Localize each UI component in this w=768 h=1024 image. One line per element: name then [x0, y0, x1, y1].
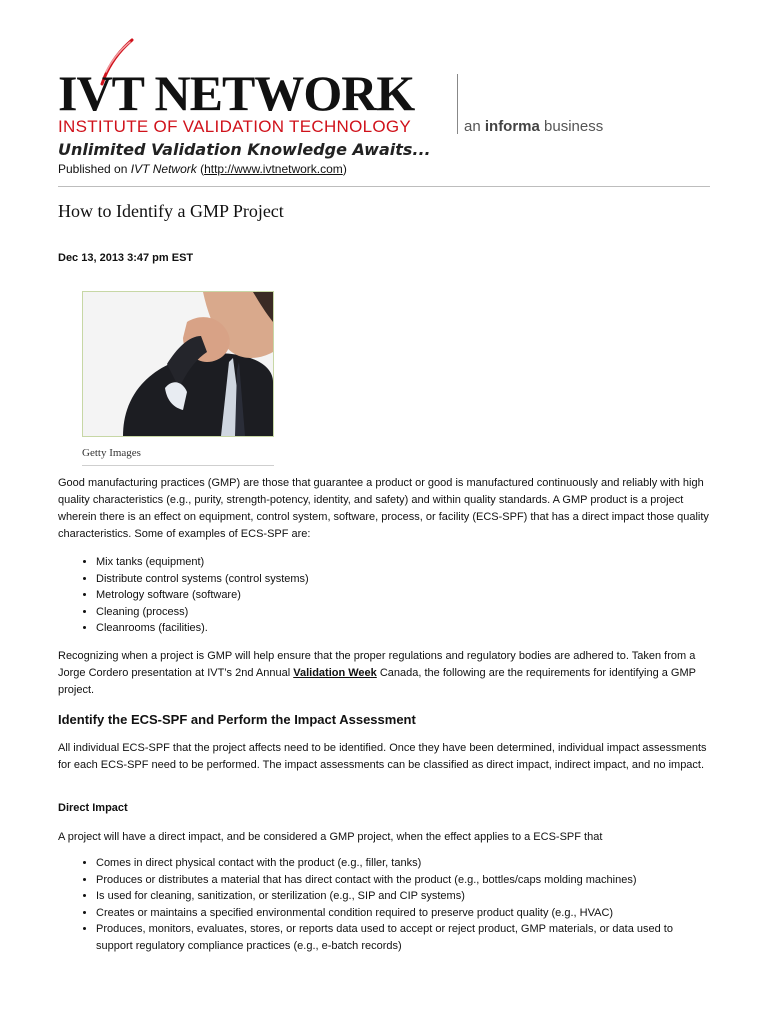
list-item: • Cleaning (process)	[96, 604, 710, 621]
validation-week-link[interactable]: Validation Week	[293, 667, 377, 679]
published-close: )	[342, 162, 347, 176]
published-site: IVT Network	[130, 162, 197, 176]
recognizing-paragraph	[58, 648, 710, 699]
header-divider	[58, 186, 710, 187]
direct-impact-paragraph: A project will have a direct impact, and be considered a GMP project, when the effect applies to a ECS-SPF that	[58, 831, 603, 843]
informa-business-mark	[464, 118, 603, 135]
section-paragraph: All individual ECS-SPF that the project affects need to be identified. Once they have been determined, individual impact assessments for each ECS-SPF need to be performed. The impact assessments can be classified as direct impact, indirect impact, and no impact.	[58, 742, 707, 771]
recognizing-text-post: Canada, the following are the requirements for identifying a GMP project.	[58, 667, 696, 696]
tagline: Unlimited Validation Knowledge Awaits...	[58, 140, 431, 159]
informa-prefix: an	[464, 118, 485, 135]
direct-impact-heading: Direct Impact	[58, 802, 128, 814]
ivt-network-logo[interactable]	[58, 38, 458, 138]
logo-divider	[457, 74, 458, 134]
published-open: (	[196, 162, 205, 176]
list-item: • Metrology software (software)	[96, 587, 710, 604]
list-item: • Creates or maintains a specified environmental condition required to preserve product quality (e.g., HVAC)	[96, 905, 710, 922]
image-caption: Getty Images	[82, 447, 141, 459]
article-date: Dec 13, 2013 3:47 pm EST	[58, 252, 194, 264]
published-prefix: Published on	[58, 162, 131, 176]
list-item: • Produces, monitors, evaluates, stores, or reports data used to accept or reject product, GMP materials, or data used to support regulatory compliance practices (e.g., e-batch records)	[96, 921, 710, 954]
site-header	[58, 38, 698, 178]
informa-suffix: business	[539, 118, 604, 135]
article-photo	[82, 291, 274, 437]
list-item: • Comes in direct physical contact with the product (e.g., filler, tanks)	[96, 855, 710, 872]
site-link[interactable]: http://www.ivtnetwork.com	[204, 162, 343, 176]
recognizing-text-pre: Recognizing when a project is GMP will help ensure that the proper regulations and regulatory bodies are adhered to. Taken from a Jorge Cordero presentation at IVT’s 2nd Annual	[58, 650, 696, 679]
ecs-spf-examples-list	[58, 554, 710, 637]
published-on-line	[58, 162, 347, 176]
businessman-photo-illustration	[83, 292, 273, 436]
list-item: • Distribute control systems (control systems)	[96, 571, 710, 588]
list-item: • Produces or distributes a material that has direct contact with the product (e.g., bottles/caps molding machines)	[96, 872, 710, 889]
list-item: • Is used for cleaning, sanitization, or sterilization (e.g., SIP and CIP systems)	[96, 888, 710, 905]
logo-subtitle: INSTITUTE OF VALIDATION TECHNOLOGY	[58, 117, 412, 136]
caption-divider	[82, 465, 274, 466]
section-heading: Identify the ECS-SPF and Perform the Impact Assessment	[58, 712, 416, 727]
list-item: • Cleanrooms (facilities).	[96, 620, 710, 637]
article-title: How to Identify a GMP Project	[58, 201, 284, 221]
intro-paragraph: Good manufacturing practices (GMP) are those that guarantee a product or good is manufactured continuously and reliably with high quality characteristics (e.g., purity, strength-potency, identity, and safety) and within quality standards. A GMP product is a project wherein there is an effect on equipment, control system, software, process, or facility (ECS-SPF) that has a direct impact those quality characteristics. Some of examples of ECS-SPF are:	[58, 477, 709, 540]
direct-impact-list	[58, 855, 710, 955]
informa-brand: informa	[484, 118, 540, 135]
logo-wordmark: IVT NETWORK	[58, 65, 415, 121]
list-item: • Mix tanks (equipment)	[96, 554, 710, 571]
